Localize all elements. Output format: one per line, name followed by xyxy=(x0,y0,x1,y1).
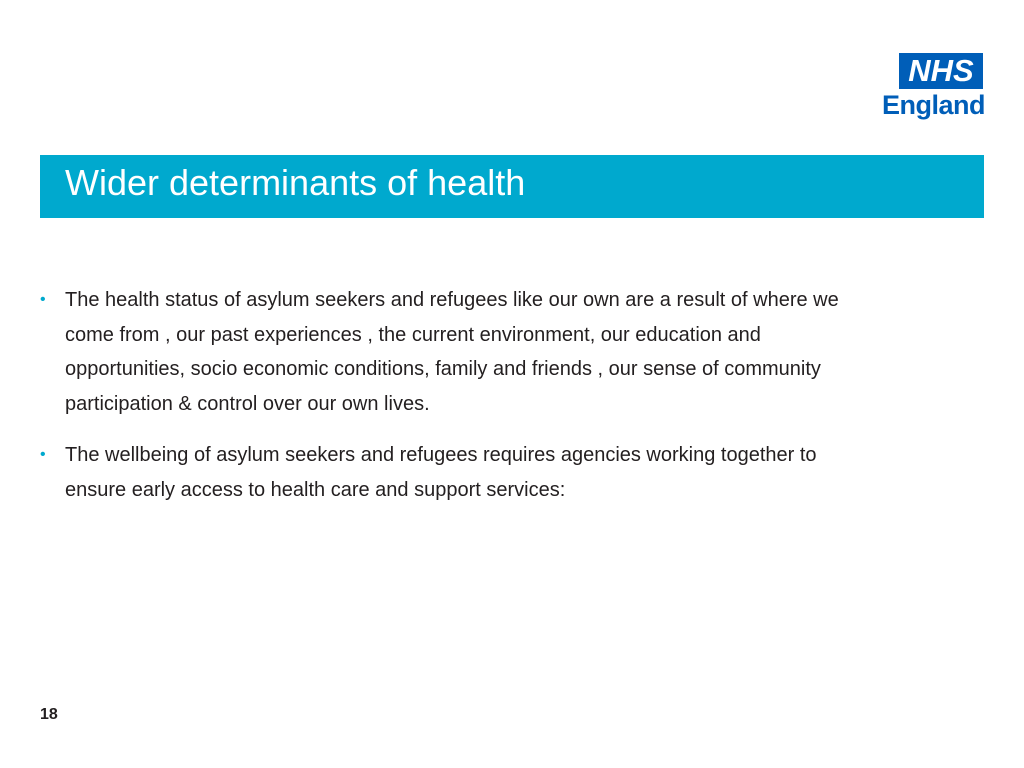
bullet-item xyxy=(40,283,840,421)
bullet-item xyxy=(40,438,840,507)
page-number: 18 xyxy=(40,706,58,723)
title-bar xyxy=(40,155,984,218)
nhs-england-logo xyxy=(873,53,985,123)
bullet-list xyxy=(40,283,840,524)
nhs-logo-region: England xyxy=(882,90,985,120)
bullet-dot-icon: • xyxy=(40,291,46,308)
slide-title: Wider determinants of health xyxy=(65,162,526,203)
bullet-dot-icon: • xyxy=(40,446,46,463)
bullet-text: The health status of asylum seekers and refugees like our own are a result of where we come from , our past experiences , the current environment, our education and opportunities, socio economic conditions, family and friends , our sense of community participation & control over our own lives. xyxy=(65,289,839,415)
bullet-text: The wellbeing of asylum seekers and refugees requires agencies working together to ensure early access to health care and support services: xyxy=(65,444,817,501)
nhs-logo-mark: NHS xyxy=(899,53,983,89)
